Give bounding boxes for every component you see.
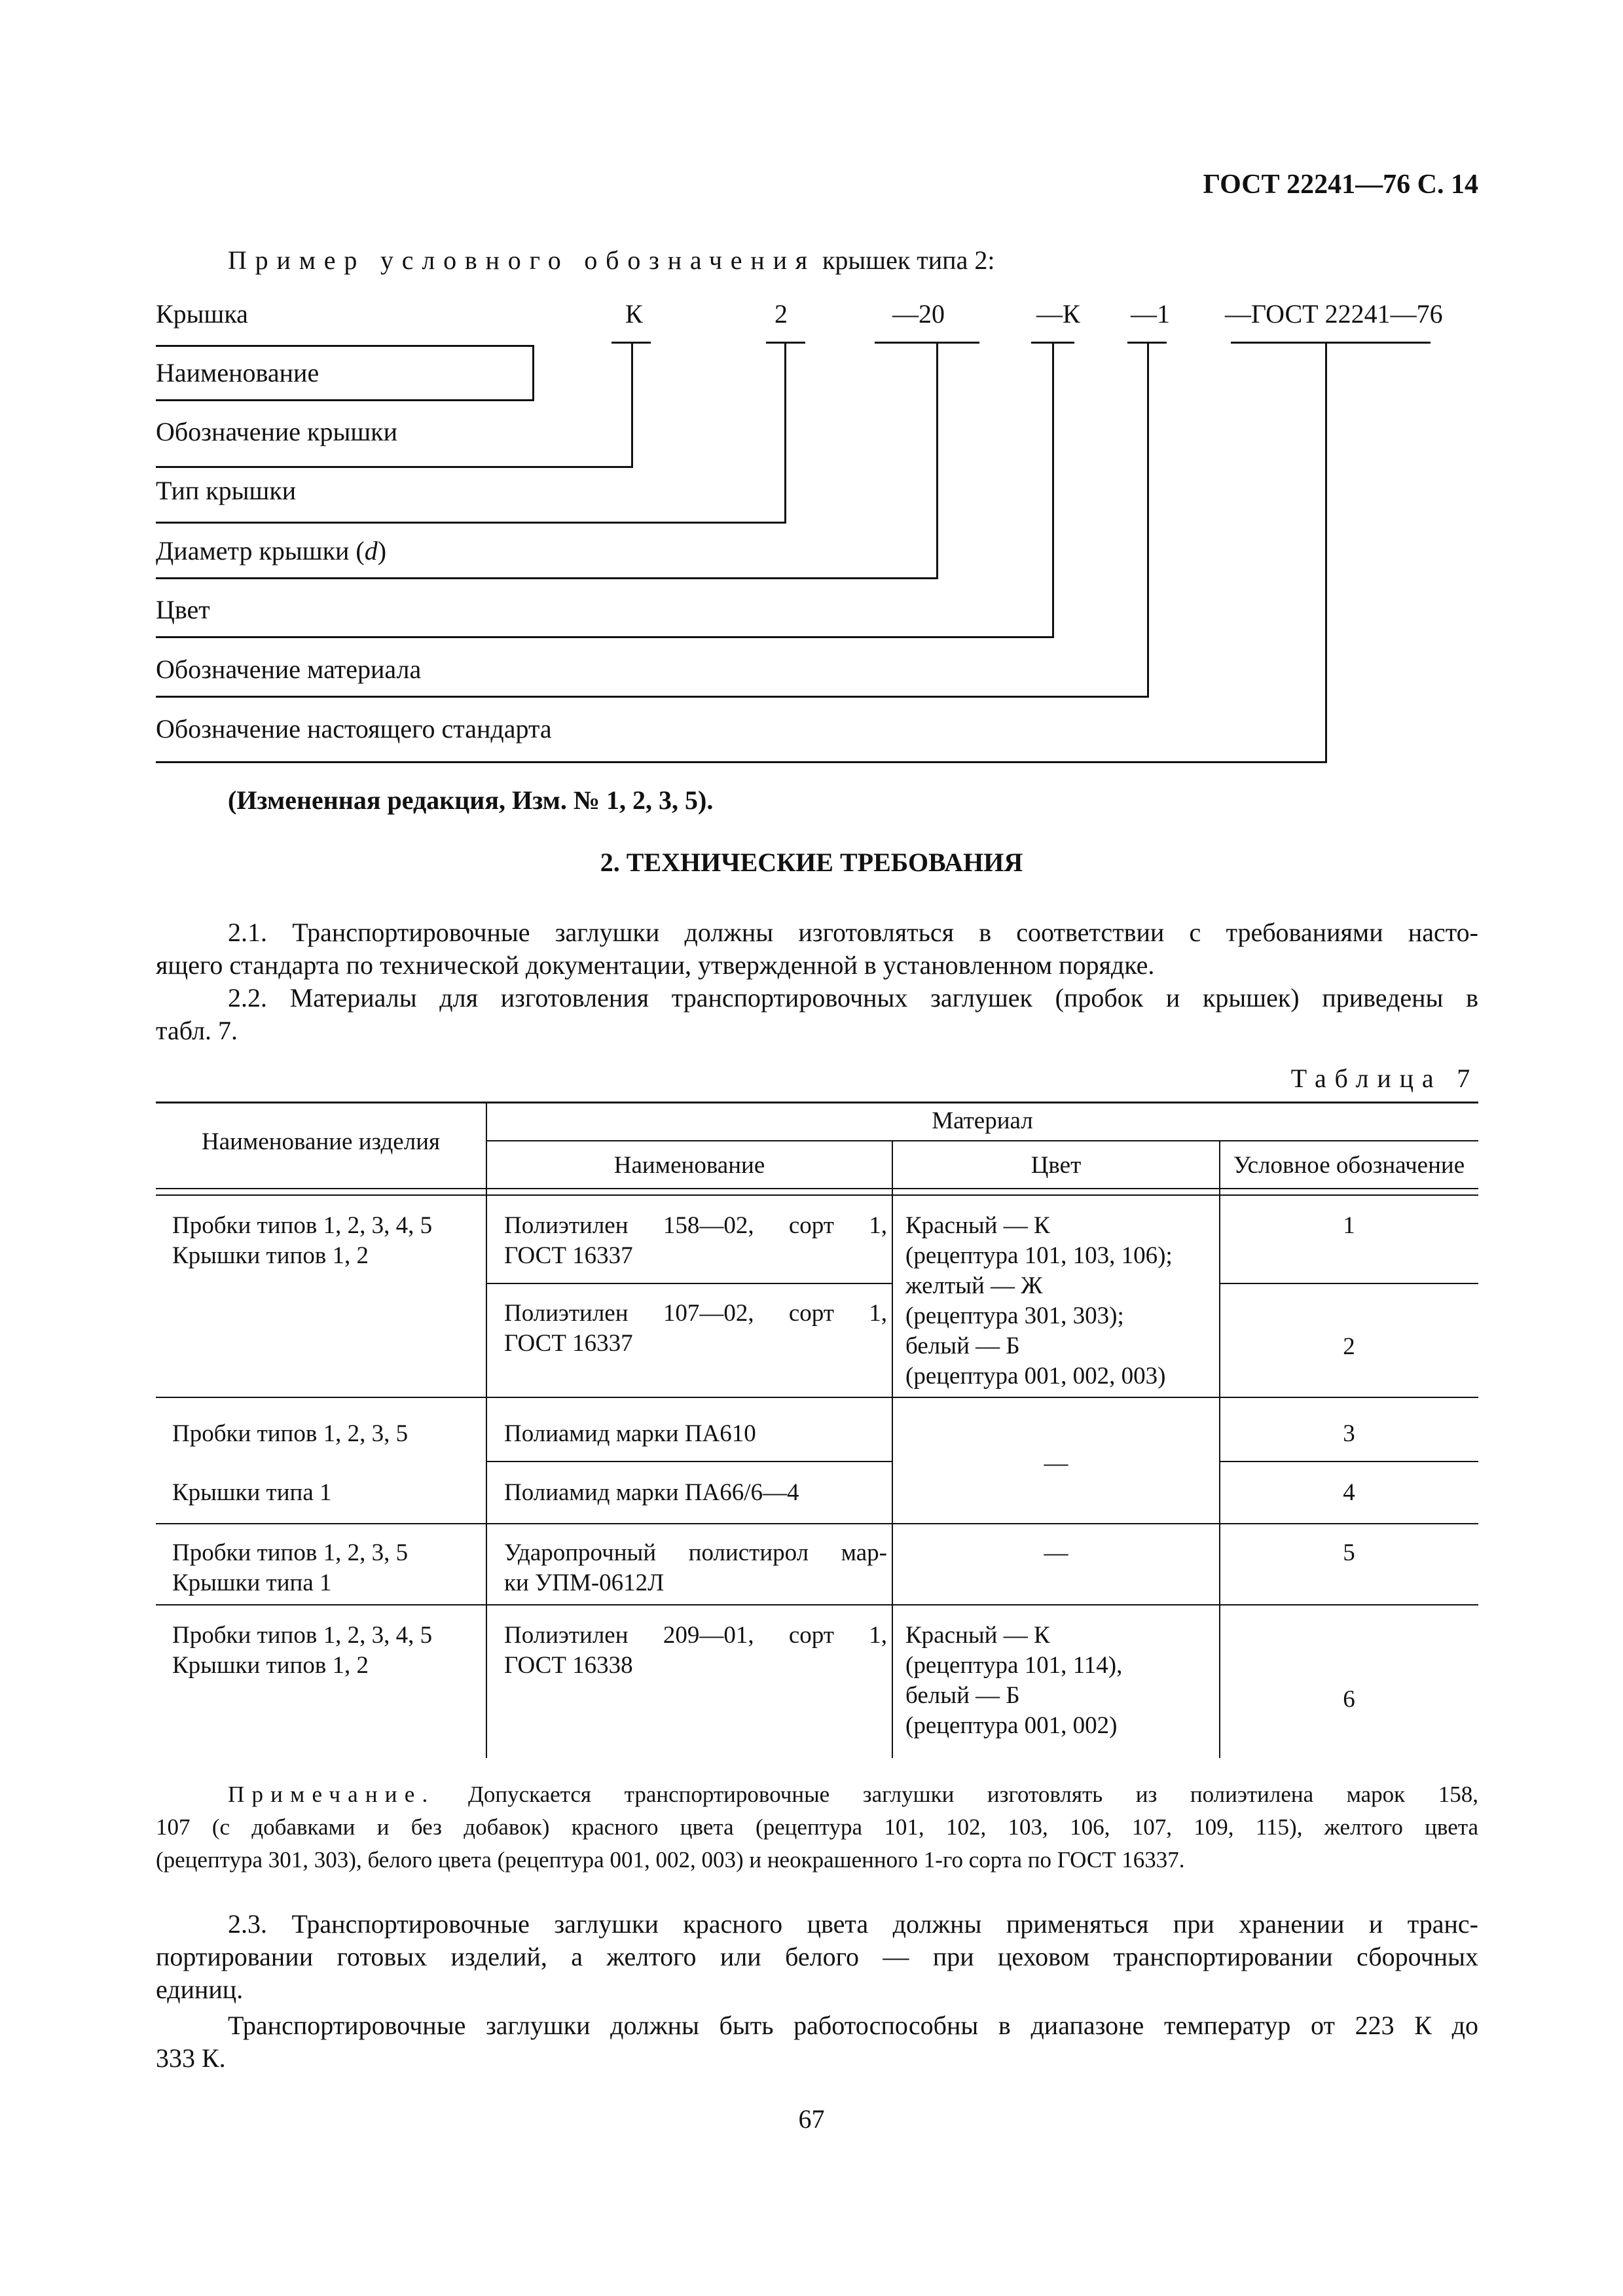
th-material: Материал [932, 1107, 1033, 1134]
r1-code2: 2 [1343, 1333, 1355, 1360]
example-label: Крышка [156, 299, 248, 329]
r2-color: — [1044, 1450, 1068, 1477]
code-material: —1 [1131, 299, 1170, 329]
page-number: 67 [798, 2104, 825, 2134]
example-title [228, 247, 994, 274]
row-material: Обозначение материала [156, 655, 422, 684]
row-cap-type: Тип крышки [156, 476, 297, 505]
p23-line3: единиц. [156, 1975, 244, 2004]
code-color: —К [1036, 299, 1080, 329]
th-name: Наименование [613, 1152, 765, 1179]
p23-line2: портировании готовых изделий, а желтого или белого — при цеховом транспортировании сборочных [156, 1942, 1478, 1971]
code-diameter: —20 [892, 299, 945, 329]
section-title: 2. ТЕХНИЧЕСКИЕ ТРЕБОВАНИЯ [600, 848, 1023, 877]
th-item: Наименование изделия [201, 1128, 441, 1155]
p22-line2: табл. 7. [156, 1016, 238, 1045]
edit-note: (Измененная редакция, Изм. № 1, 2, 3, 5). [228, 785, 714, 815]
r2-name1: Полиамид марки ПА610 [504, 1420, 756, 1447]
r1-item: Пробки типов 1, 2, 3, 4, 5 Крышки типов 1, 2 [172, 1212, 433, 1269]
r2-item-a: Пробки типов 1, 2, 3, 5 [172, 1420, 409, 1447]
r4-name: Полиэтилен 209—01, сорт 1, ГОСТ 16338 [504, 1622, 887, 1679]
row-standard: Обозначение настоящего стандарта [156, 714, 552, 744]
r4-item: Пробки типов 1, 2, 3, 4, 5 Крышки типов 1, 2 [172, 1622, 433, 1679]
r2-code2: 4 [1343, 1479, 1355, 1506]
code-standard: —ГОСТ 22241—76 [1225, 299, 1443, 329]
th-color: Цвет [1030, 1152, 1082, 1179]
page-header: ГОСТ 22241—76 С. 14 [1203, 170, 1478, 200]
r3-name: Ударопрочный полистирол мар- ки УПМ-0612Л [504, 1539, 887, 1596]
row-cap-designation: Обозначение крышки [156, 417, 397, 446]
example-title-rest: крышек типа 2: [822, 245, 995, 275]
r2-item-b: Крышки типа 1 [172, 1479, 332, 1506]
row-name: Наименование [156, 358, 319, 387]
r2-name2: Полиамид марки ПА66/6—4 [504, 1479, 799, 1506]
note-line3: (рецептура 301, 303), белого цвета (рецептура 001, 002, 003) и неокрашенного 1-го сорта по ГОСТ 16337. [156, 1847, 1185, 1873]
p23-line1: 2.3. Транспортировочные заглушки красного цвета должны применяться при хранении и транс- [228, 1909, 1478, 1939]
r1-name1: Полиэтилен 158—02, сорт 1, ГОСТ 16337 [504, 1212, 887, 1269]
r4-code: 6 [1343, 1686, 1355, 1713]
note-line1: Примечание. Допускается транспортировочные заглушки изготовлять из полиэтилена марок 158, [228, 1782, 1479, 1807]
table-caption: Таблица 7 [1290, 1064, 1478, 1093]
row-cap-diameter: Диаметр крышки (d) [156, 536, 387, 565]
r3-code: 5 [1343, 1539, 1355, 1566]
p24-line2: 333 К. [156, 2043, 226, 2073]
r4-color: Красный — К (рецептура 101, 114), белый — Б (рецептура 001, 002) [905, 1622, 1123, 1739]
th-code: Условное обозначение [1233, 1152, 1465, 1179]
example-title-spaced: Пример условного обозначения [228, 245, 816, 275]
row-color: Цвет [156, 595, 210, 624]
r1-code1: 1 [1343, 1212, 1355, 1239]
p21-line1: 2.1. Транспортировочные заглушки должны изготовляться в соответствии с требованиями насто- [228, 918, 1478, 947]
r3-item: Пробки типов 1, 2, 3, 5 Крышки типа 1 [172, 1539, 409, 1596]
r1-name2: Полиэтилен 107—02, сорт 1, ГОСТ 16337 [504, 1300, 887, 1357]
p22-line1: 2.2. Материалы для изготовления транспортировочных заглушек (пробок и крышек) приведены в [228, 983, 1478, 1013]
code-type: 2 [775, 299, 788, 329]
r3-color: — [1044, 1539, 1068, 1566]
r2-code1: 3 [1343, 1420, 1355, 1447]
r1-color: Красный — К (рецептура 101, 103, 106); желтый — Ж (рецептура 301, 303); белый — Б (рецептура 001, 002, 003) [905, 1212, 1173, 1390]
p21-line2: ящего стандарта по технической документации, утвержденной в установленном порядке. [156, 950, 1155, 980]
code-k: К [625, 299, 643, 329]
p24-line1: Транспортировочные заглушки должны быть работоспособны в диапазоне температур от 223 К до [228, 2011, 1478, 2040]
note-line2: 107 (с добавками и без добавок) красного цвета (рецептура 101, 102, 103, 106, 107, 109, 115), желтого цвета [156, 1814, 1478, 1840]
